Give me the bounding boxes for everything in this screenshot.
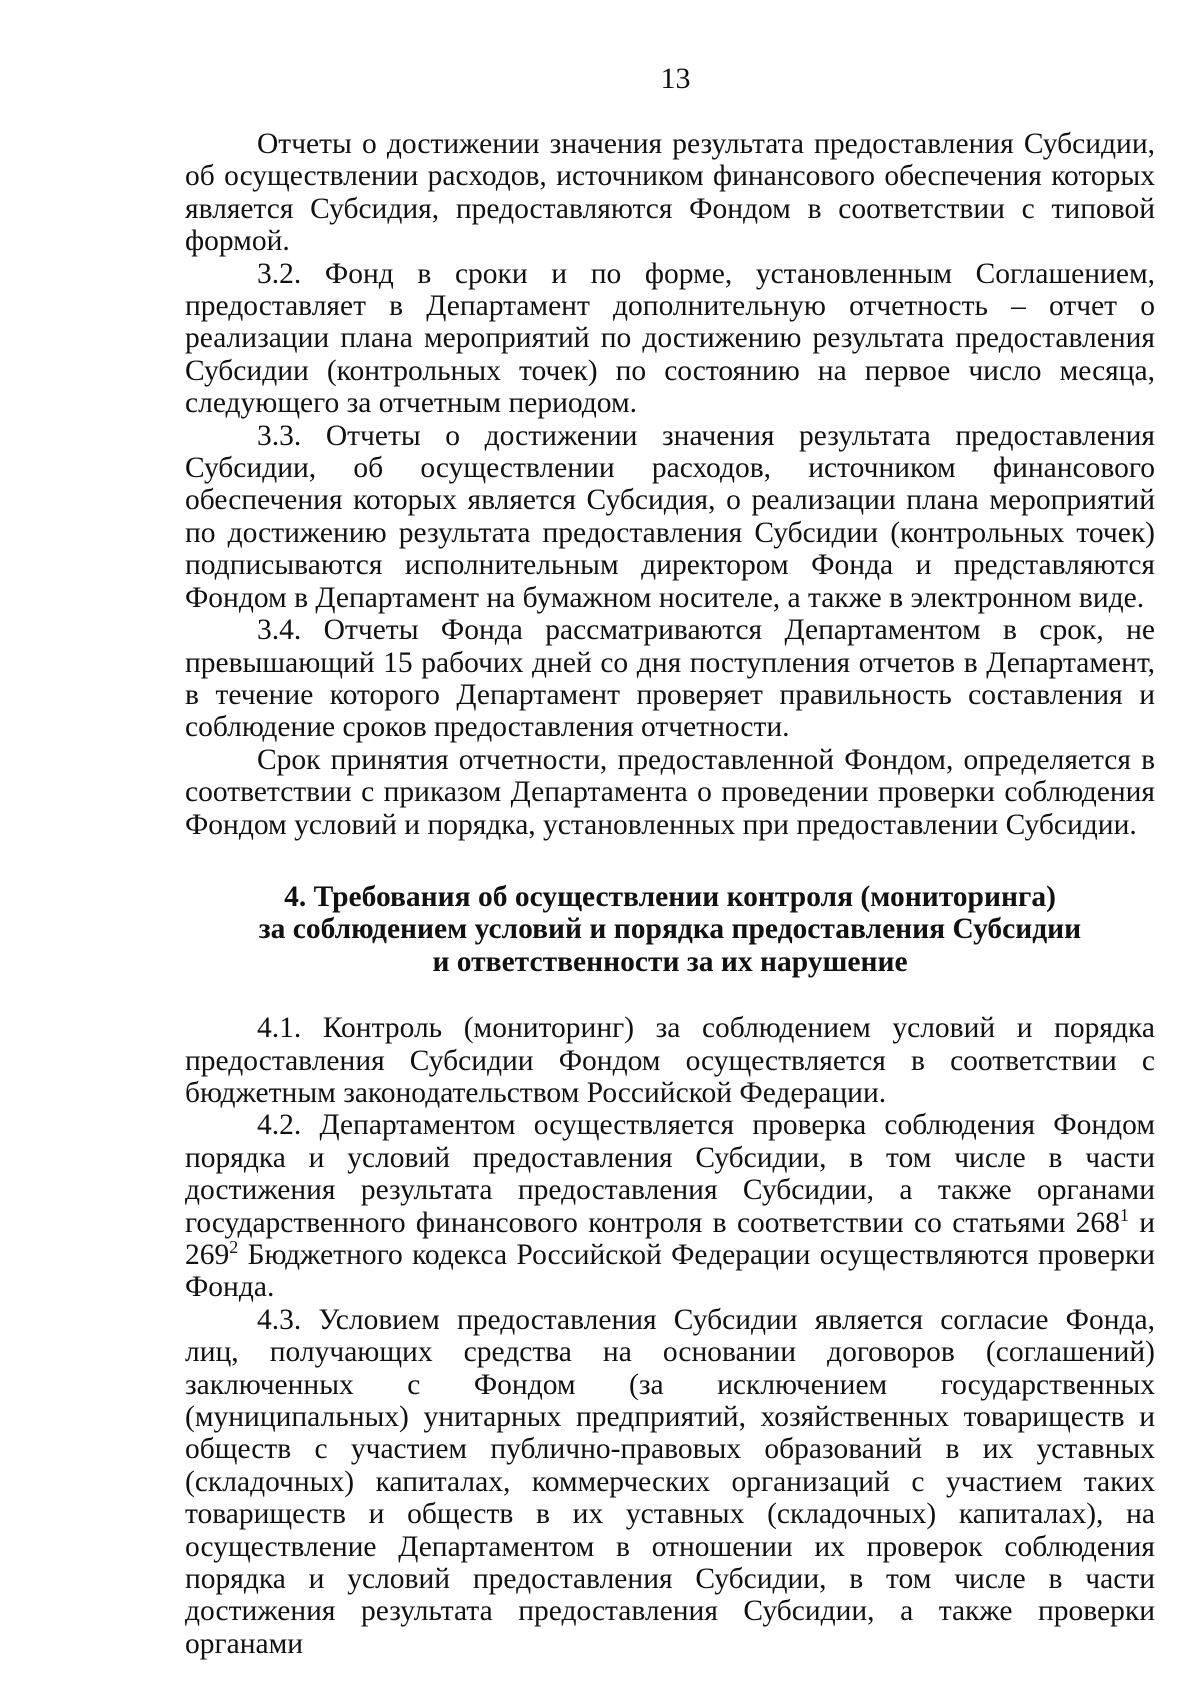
- paragraph-4-1: 4.1. Контроль (мониторинг) за соблюдением условий и порядка предоставления Субсидии Фондом осуществляется в соответствии с бюджетным законодательством Российской Федерации.: [185, 1012, 1155, 1109]
- section-4-heading-line-1: 4. Требования об осуществлении контроля (мониторинга): [284, 880, 1056, 913]
- section-4-heading: [185, 881, 1155, 978]
- paragraph-4-3: 4.3. Условием предоставления Субсидии является согласие Фонда, лиц, получающих средства на основании договоров (соглашений) заключенных с Фондом (за исключением государственных (муниципальных) унитарных предприятий, хозяйственных товариществ и обществ с участием публично-правовых образований в их уставных (складочных) капиталах, коммерческих организаций с участием таких товариществ и обществ в их уставных (складочных) капиталах), на осуществление Департаментом в отношении их проверок соблюдения порядка и условий предоставления Субсидии, в том числе в части достижения результата предоставления Субсидии, а также проверки органами: [185, 1303, 1155, 1660]
- paragraph-4-2-part-2: и 269: [185, 1206, 1156, 1271]
- paragraph-4-2-part-3: Бюджетного кодекса Российской Федерации осуществляются проверки Фонда.: [185, 1239, 1155, 1304]
- paragraph-reporting-deadline: Срок принятия отчетности, предоставленной Фондом, определяется в соответствии с приказом Департамента о проведении проверки соблюдения Фондом условий и порядка, установленных при предоставлении Субсидии.: [185, 743, 1155, 841]
- article-269-superscript: 2: [229, 1237, 239, 1258]
- section-4-heading-line-3: и ответственности за их нарушение: [432, 945, 908, 978]
- article-268-superscript: 1: [1119, 1204, 1129, 1225]
- paragraph-4-2-part-1: 4.2. Департаментом осуществляется проверка соблюдения Фондом порядка и условий предоставления Субсидии, в том числе в части достижения результата предоставления Субсидии, а также органами государственного финансового контроля в соответствии со статьями 268: [185, 1109, 1155, 1239]
- page-number: 13: [660, 62, 691, 95]
- paragraph-3-4: 3.4. Отчеты Фонда рассматриваются Департаментом в срок, не превышающий 15 рабочих дней со дня поступления отчетов в Департамент, в течение которого Департамент проверяет правильность составления и соблюдение сроков предоставления отчетности.: [185, 614, 1155, 744]
- paragraph-4-2: [185, 1109, 1155, 1303]
- paragraph-reports-typical-form: Отчеты о достижении значения результата предоставления Субсидии, об осуществлении расходов, источником финансового обеспечения которых является Субсидия, предоставляются Фондом в соответствии с типовой формой.: [185, 128, 1155, 258]
- document-body: [185, 128, 1155, 1660]
- section-4-heading-line-2: за соблюдением условий и порядка предоставления Субсидии: [258, 913, 1082, 946]
- paragraph-3-3: 3.3. Отчеты о достижении значения результата предоставления Субсидии, об осуществлении расходов, источником финансового обеспечения которых является Субсидия, о реализации плана мероприятий по достижению результата предоставления Субсидии (контрольных точек) подписываются исполнительным директором Фонда и представляются Фондом в Департамент на бумажном носителе, а также в электронном виде.: [185, 419, 1155, 614]
- paragraph-3-2: 3.2. Фонд в сроки и по форме, установленным Соглашением, предоставляет в Департамент дополнительную отчетность – отчет о реализации плана мероприятий по достижению результата предоставления Субсидии (контрольных точек) по состоянию на первое число месяца, следующего за отчетным периодом.: [185, 257, 1155, 420]
